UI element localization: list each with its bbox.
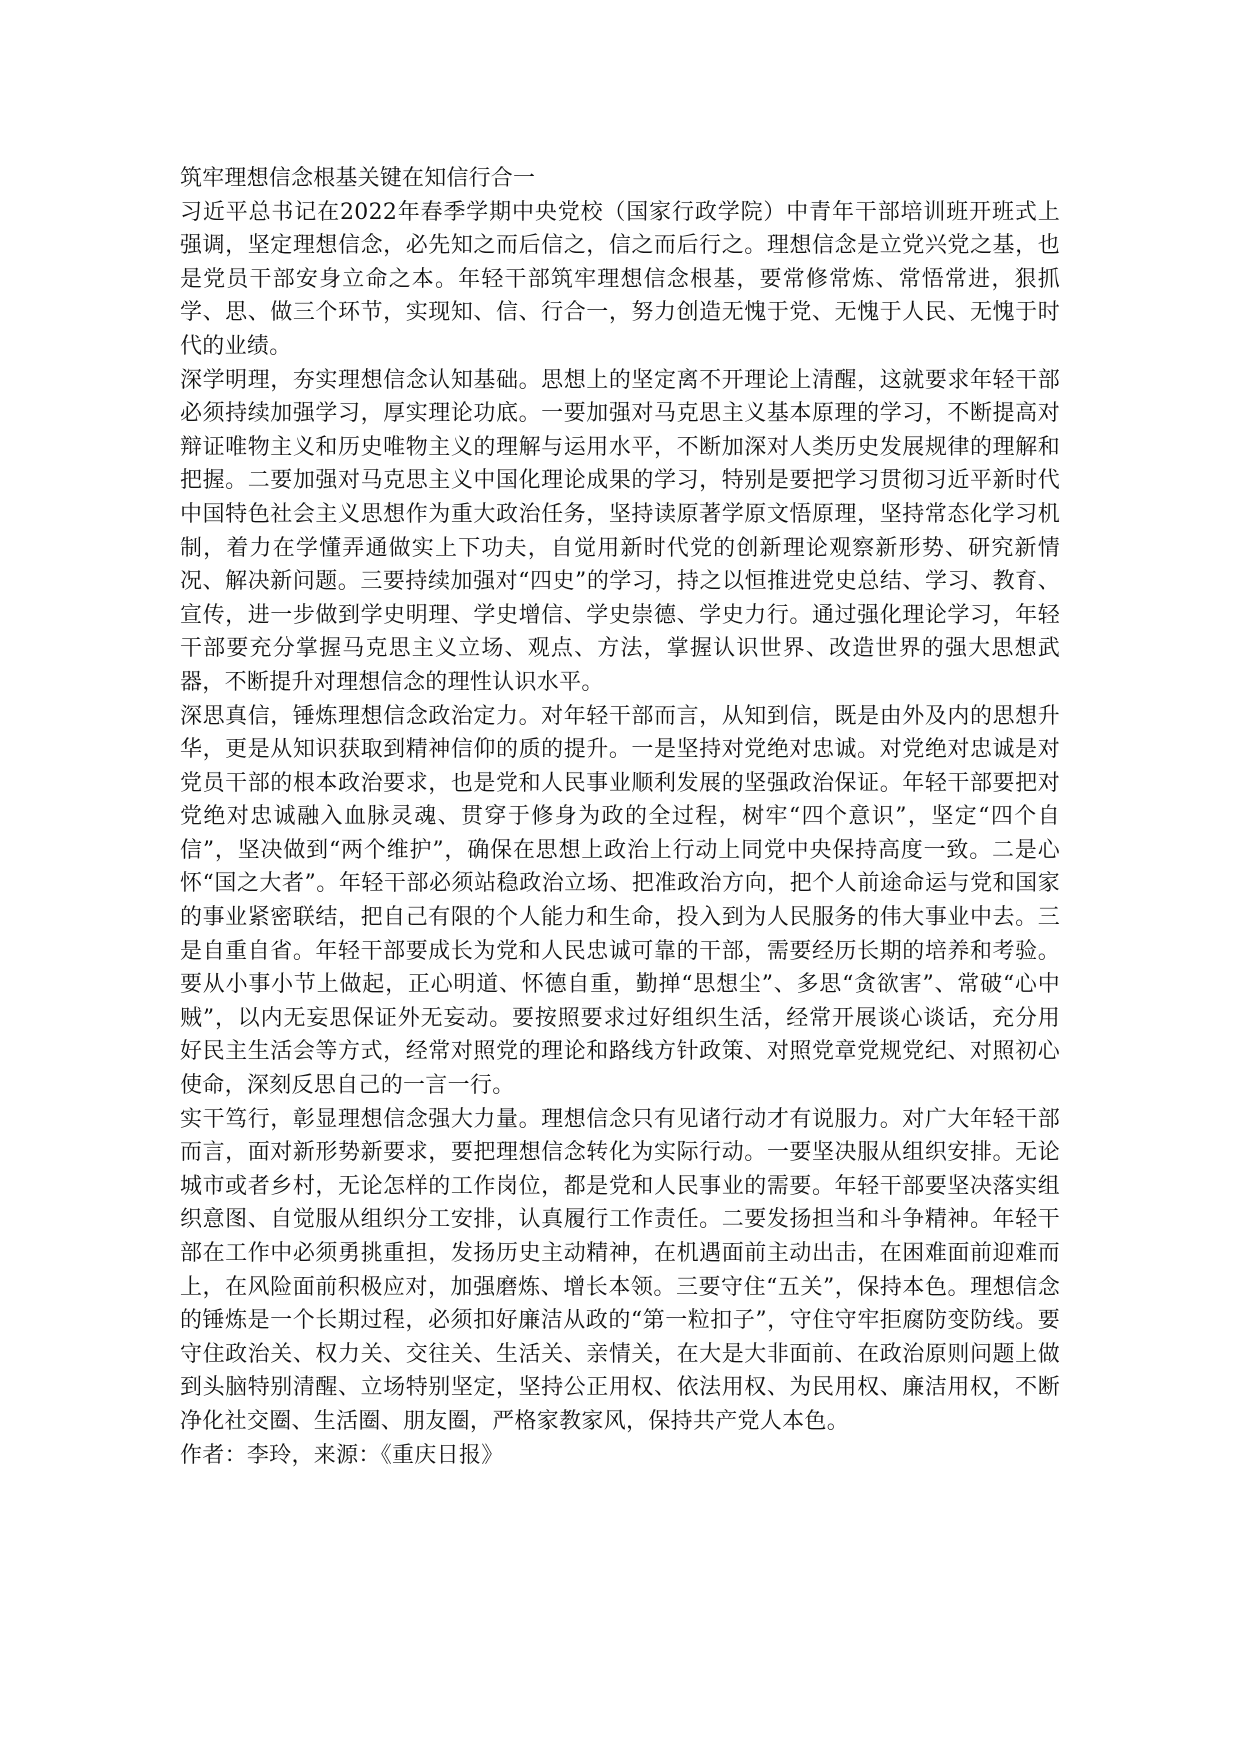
article-title: 筑牢理想信念根基关键在知信行合一 xyxy=(180,166,536,191)
paragraph-belief: 深思真信，锤炼理想信念政治定力。对年轻干部而言，从知到信，既是由外及内的思想升华，更是从知识获取到精神信仰的质的提升。一是坚持对党绝对忠诚。对党绝对忠诚是对党员干部的根本政治要求，也是党和人民事业顺利发展的坚强政治保证。年轻干部要把对党绝对忠诚融入血脉灵魂、贯穿于修身为政的全过程，树牢“四个意识”，坚定“四个自信”，坚决做到“两个维护”，确保在思想上政治上行动上同党中央保持高度一致。二是心怀“国之大者”。年轻干部必须站稳政治立场、把准政治方向，把个人前途命运与党和国家的事业紧密联结，把自己有限的个人能力和生命，投入到为人民服务的伟大事业中去。三是自重自省。年轻干部要成长为党和人民忠诚可靠的干部，需要经历长期的培养和考验。要从小事小节上做起，正心明道、怀德自重，勤掸“思想尘”、多思“贪欲害”、常破“心中贼”，以内无妄思保证外无妄动。要按照要求过好组织生活，经常开展谈心谈话，充分用好民主生活会等方式，经常对照党的理论和路线方针政策、对照党章党规党纪、对照初心使命，深刻反思自己的一言一行。 xyxy=(180,703,1060,1099)
paragraph-action: 实干笃行，彰显理想信念强大力量。理想信念只有见诸行动才有说服力。对广大年轻干部而言，面对新形势新要求，要把理想信念转化为实际行动。一要坚决服从组织安排。无论城市或者乡村，无论怎样的工作岗位，都是党和人民事业的需要。年轻干部要坚决落实组织意图、自觉服从组织分工安排，认真履行工作责任。二要发扬担当和斗争精神。年轻干部在工作中必须勇挑重担，发扬历史主动精神，在机遇面前主动出击，在困难面前迎难而上，在风险面前积极应对，加强磨炼、增长本领。三要守住“五关”，保持本色。理想信念的锤炼是一个长期过程，必须扣好廉洁从政的“第一粒扣子”，守住守牢拒腐防变防线。要守住政治关、权力关、交往关、生活关、亲情关，在大是大非面前、在政治原则问题上做到头脑特别清醒、立场特别坚定，坚持公正用权、依法用权、为民用权、廉洁用权，不断净化社交圈、生活圈、朋友圈，严格家教家风，保持共产党人本色。 xyxy=(180,1106,1060,1434)
paragraph-study: 深学明理，夯实理想信念认知基础。思想上的坚定离不开理论上清醒，这就要求年轻干部必须持续加强学习，厚实理论功底。一要加强对马克思主义基本原理的学习，不断提高对辩证唯物主义和历史唯物主义的理解与运用水平，不断加深对人类历史发展规律的理解和把握。二要加强对马克思主义中国化理论成果的学习，特别是要把学习贯彻习近平新时代中国特色社会主义思想作为重大政治任务，坚持读原著学原文悟原理，坚持常态化学习机制，着力在学懂弄通做实上下功夫，自觉用新时代党的创新理论观察新形势、研究新情况、解决新问题。三要持续加强对“四史”的学习，持之以恒推进党史总结、学习、教育、宣传，进一步做到学史明理、学史增信、学史崇德、学史力行。通过强化理论学习，年轻干部要充分掌握马克思主义立场、观点、方法，掌握认识世界、改造世界的强大思想武器，不断提升对理想信念的理性认识水平。 xyxy=(180,367,1060,695)
article-byline: 作者：李玲，来源：《重庆日报》 xyxy=(180,1442,504,1468)
paragraph-intro: 习近平总书记在2022年春季学期中央党校（国家行政学院）中青年干部培训班开班式上强调，坚定理想信念，必先知之而后信之，信之而后行之。理想信念是立党兴党之基，也是党员干部安身立命之本。年轻干部筑牢理想信念根基，要常修常炼、常悟常进，狠抓学、思、做三个环节，实现知、信、行合一，努力创造无愧于党、无愧于人民、无愧于时代的业绩。 xyxy=(180,199,1060,359)
article-body xyxy=(180,162,1060,1472)
